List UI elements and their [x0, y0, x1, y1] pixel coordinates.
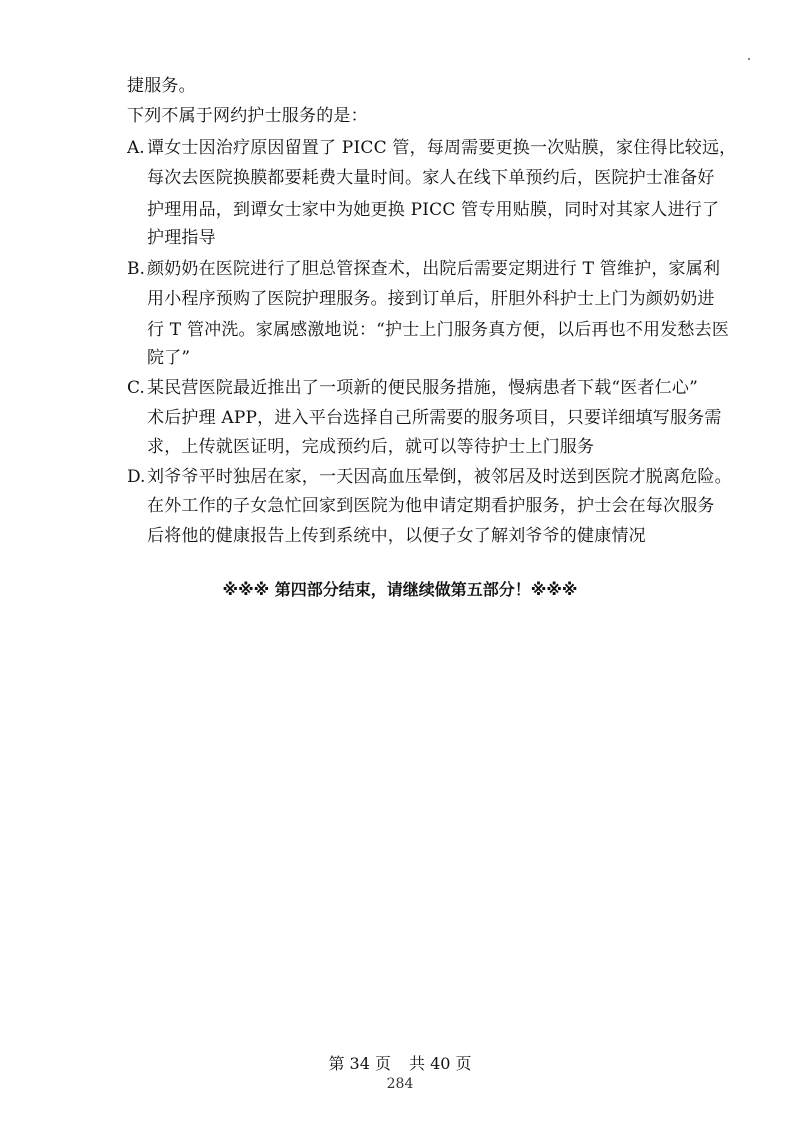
option-a-line-3: 护理用品，到谭女士家中为她更换 PICC 管专用贴膜，同时对其家人进行了	[147, 200, 720, 220]
option-d-letter: D.	[127, 467, 146, 487]
section-end-banner: ※※※ 第四部分结束，请继续做第五部分！※※※	[222, 580, 578, 599]
option-c-line-3: 求，上传就医证明，完成预约后，就可以等待护士上门服务	[147, 437, 595, 457]
option-a-letter: A.	[127, 138, 145, 158]
option-c-line-1: 某民营医院最近推出了一项新的便民服务措施，慢病患者下载“医者仁心”	[147, 378, 698, 398]
option-b-line-4: 院了”	[147, 348, 191, 368]
option-d-line-3: 后将他的健康报告上传到系统中，以便子女了解刘爷爷的健康情况	[147, 526, 646, 546]
option-b-line-2: 用小程序预购了医院护理服务。接到订单后，肝胆外科护士上门为颜奶奶进	[147, 289, 715, 309]
option-d-line-2: 在外工作的子女急忙回家到医院为他申请定期看护服务，护士会在每次服务	[147, 496, 715, 516]
option-a-line-2: 每次去医院换膜都要耗费大量时间。家人在线下单预约后，医院护士准备好	[147, 168, 715, 188]
option-c-letter: C.	[127, 378, 145, 398]
option-a-line-4: 护理指导	[147, 228, 216, 248]
scan-speck	[748, 58, 750, 60]
page-total: 共 40 页	[409, 1054, 472, 1073]
option-b-line-3: 行 T 管冲洗。家属感激地说：“护士上门服务真方便，以后再也不用发愁去医	[147, 320, 730, 340]
option-d-line-1: 刘爷爷平时独居在家，一天因高血压晕倒，被邻居及时送到医院才脱离危险。	[147, 467, 732, 487]
option-b-line-1: 颜奶奶在医院进行了胆总管探查术，出院后需要定期进行 T 管维护，家属利	[147, 259, 721, 279]
option-b-letter: B.	[127, 259, 145, 279]
page-indicator: 第 34 页	[328, 1054, 391, 1073]
continuation-line: 捷服务。	[127, 76, 196, 96]
question-stem: 下列不属于网约护士服务的是：	[127, 106, 368, 126]
option-c-line-2: 术后护理 APP，进入平台选择自己所需要的服务项目，只要详细填写服务需	[147, 408, 722, 428]
page-number: 284	[386, 1076, 414, 1092]
option-a-line-1: 谭女士因治疗原因留置了 PICC 管，每周需要更换一次贴膜，家住得比较远，	[147, 138, 737, 158]
page-footer	[0, 1054, 800, 1074]
